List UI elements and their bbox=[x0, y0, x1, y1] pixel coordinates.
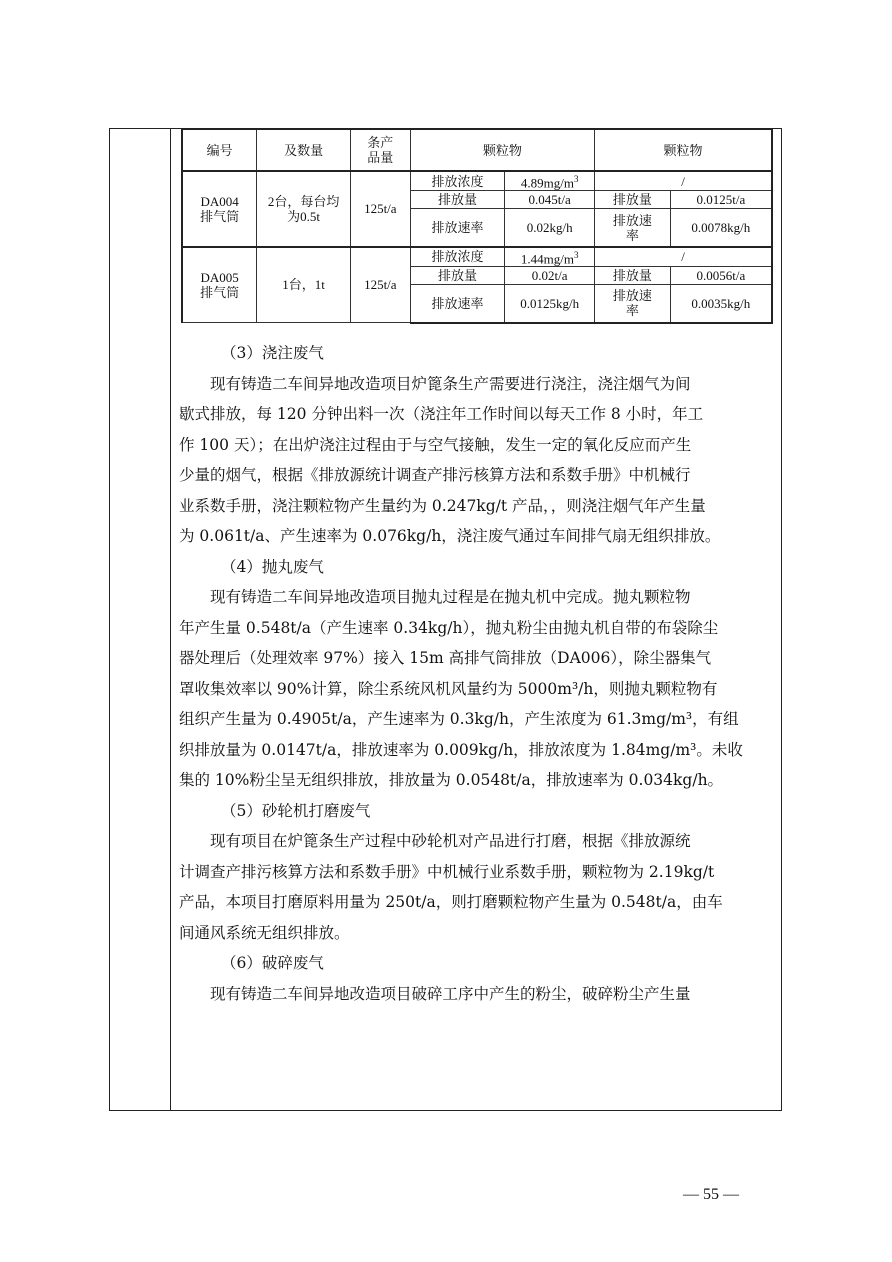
row-output: 125t/a bbox=[350, 171, 410, 247]
row-id: DA005 排气筒 bbox=[182, 247, 257, 323]
text-line: 现有铸造二车间异地改造项目抛丸过程是在抛丸机中完成。抛丸颗粒物 bbox=[210, 588, 691, 606]
frame-divider bbox=[170, 128, 171, 1111]
text-line: 作 100 天）；在出炉浇注过程由于与空气接触，发生一定的氧化反应而产生 bbox=[179, 435, 692, 454]
text-line: 少量的烟气，根据《排放源统计调查产排污核算方法和系数手册》中机械行 bbox=[179, 466, 691, 484]
text-line: 年产生量 0.548t/a（产生速率 0.34kg/h），抛丸粉尘由抛丸机自带的布袋除尘 bbox=[179, 618, 719, 637]
table-header-row bbox=[182, 129, 772, 171]
body-content bbox=[179, 338, 776, 1009]
table-row: DA005 排气筒 1台，1t 125t/a 排放浓度 $1.44mg/m^3$ / bbox=[182, 247, 772, 267]
paragraph bbox=[179, 369, 776, 552]
table-row: 排放速率 0.0125kg/h 排放速 率 0.0035kg/h bbox=[182, 285, 772, 323]
table-row: DA004 排气筒 2台，每台均 为0.5t 125t/a 排放浓度 $4.89mg/m^3$ / bbox=[182, 171, 772, 191]
section-heading: （5）砂轮机打磨废气 bbox=[221, 801, 371, 820]
row-qty: 2台，每台均 为0.5t bbox=[257, 171, 351, 247]
text-line: 计调查产排污核算方法和系数手册》中机械行业系数手册，颗粒物为 2.19kg/t bbox=[179, 862, 715, 881]
page-number: — 55 — bbox=[683, 1186, 739, 1203]
table-row: 排放量 0.02t/a 排放量 0.0056t/a bbox=[182, 267, 772, 285]
paragraph bbox=[179, 979, 776, 1010]
text-line: 织排放量为 0.0147t/a，排放速率为 0.009kg/h，排放浓度为 1.84mg/m³。未收 bbox=[179, 740, 743, 759]
text-line: 现有铸造二车间异地改造项目炉篦条生产需要进行浇注，浇注烟气为间 bbox=[210, 374, 691, 393]
header-pm-left: 颗粒物 bbox=[410, 129, 594, 171]
text-line: 器处理后（处理效率 97%）接入 15m 高排气筒排放（DA006），除尘器集气 bbox=[179, 649, 712, 667]
text-line: 产品，本项目打磨原料用量为 250t/a，则打磨颗粒物产生量为 0.548t/a，由车 bbox=[179, 893, 723, 911]
text-line: 为 0.061t/a、产生速率为 0.076kg/h，浇注废气通过车间排气扇无组织排放。 bbox=[179, 527, 721, 545]
text-line: 组织产生量为 0.4905t/a，产生速率为 0.3kg/h，产生浓度为 61.3mg/m³，有组 bbox=[179, 710, 739, 728]
section-heading: （4）抛丸废气 bbox=[221, 557, 324, 576]
text-line: 现有项目在炉篦条生产过程中砂轮机对产品进行打磨，根据《排放源统 bbox=[210, 832, 691, 850]
text-line: 现有铸造二车间异地改造项目破碎工序中产生的粉尘，破碎粉尘产生量 bbox=[210, 984, 691, 1003]
text-line: 集的 10%粉尘呈无组织排放，排放量为 0.0548t/a，排放速率为 0.034kg/h。 bbox=[179, 771, 724, 789]
text-line: 罩收集效率以 90%计算，除尘系统风机风量约为 5000m³/h，则抛丸颗粒物有 bbox=[179, 679, 718, 698]
table-row: 排放量 0.045t/a 排放量 0.0125t/a bbox=[182, 191, 772, 209]
header-qty: 及数量 bbox=[257, 129, 351, 171]
header-id: 编号 bbox=[182, 129, 257, 171]
section-heading: （3）浇注废气 bbox=[221, 344, 324, 362]
row-id: DA004 排气筒 bbox=[182, 171, 257, 247]
header-output: 条产 品量 bbox=[350, 129, 410, 171]
paragraph bbox=[179, 826, 776, 948]
text-line: 歇式排放，每 120 分钟出料一次（浇注年工作时间以每天工作 8 小时，年工 bbox=[179, 405, 704, 423]
table-row: 排放速率 0.02kg/h 排放速 率 0.0078kg/h bbox=[182, 209, 772, 247]
emission-table bbox=[181, 128, 773, 324]
text-line: 间通风系统无组织排放。 bbox=[179, 923, 350, 942]
text-line: 业系数手册，浇注颗粒物产生量约为 0.247kg/t 产品，，则浇注烟气年产生量 bbox=[179, 496, 706, 515]
row-qty: 1台，1t bbox=[257, 247, 351, 323]
section-heading: （6）破碎废气 bbox=[221, 954, 324, 972]
row-output: 125t/a bbox=[350, 247, 410, 323]
paragraph bbox=[179, 582, 776, 796]
header-pm-right: 颗粒物 bbox=[595, 129, 772, 171]
